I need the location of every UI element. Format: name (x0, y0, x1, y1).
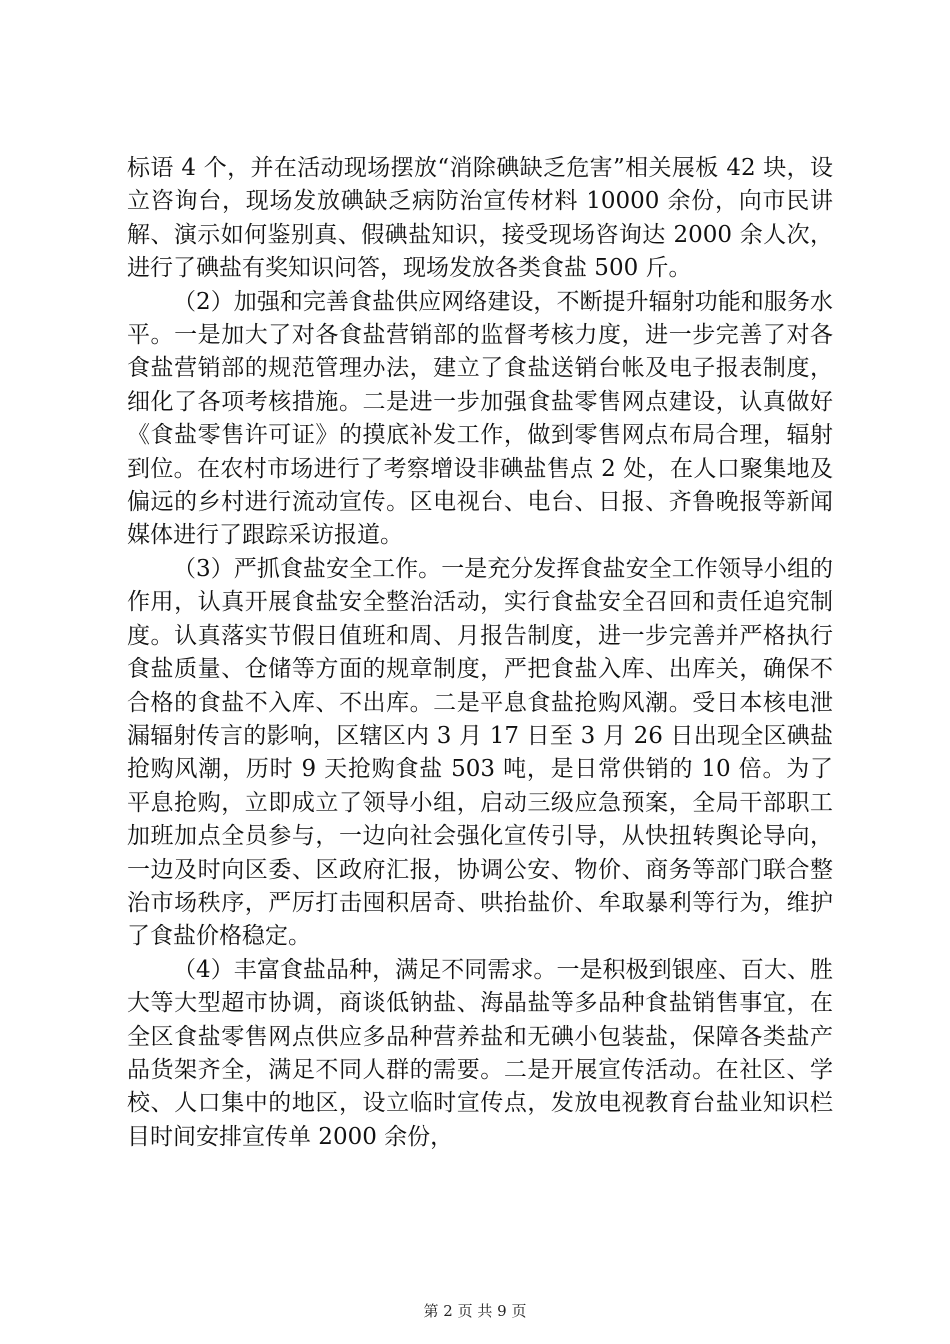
paragraph-1: 标语 4 个，并在活动现场摆放“消除碘缺乏危害”相关展板 42 块，设立咨询台，现场发放碘缺乏病防治宣传材料 10000 余份，向市民讲解、演示如何鉴别真、假碘盐知识，接受现场咨询达 2000 余人次，进行了碘盐有奖知识问答，现场发放各类食盐 500 斤。 (127, 155, 833, 282)
paragraph-3: （3）严抓食盐安全工作。一是充分发挥食盐安全工作领导小组的作用，认真开展食盐安全整治活动，实行食盐安全召回和责任追究制度。认真落实节假日值班和周、月报告制度，进一步完善并严格执行食盐质量、仓储等方面的规章制度，严把食盐入库、出库关，确保不合格的食盐不入库、不出库。二是平息食盐抢购风潮。受日本核电泄漏辐射传言的影响，区辖区内 3 月 17 日至 3 月 26 日出现全区碘盐抢购风潮，历时 9 天抢购食盐 503 吨，是日常供销的 10 倍。为了平息抢购，立即成立了领导小组，启动三级应急预案，全局干部职工加班加点全员参与，一边向社会强化宣传引导，从快扭转舆论导向，一边及时向区委、区政府汇报，协调公安、物价、商务等部门联合整治市场秩序，严厉打击囤积居奇、哄抬盐价、牟取暴利等行为，维护了食盐价格稳定。 (127, 555, 833, 950)
paragraph-2: （2）加强和完善食盐供应网络建设，不断提升辐射功能和服务水平。一是加大了对各食盐营销部的监督考核力度，进一步完善了对各食盐营销部的规范管理办法，建立了食盐送销台帐及电子报表制度，细化了各项考核措施。二是进一步加强食盐零售网点建设，认真做好《食盐零售许可证》的摸底补发工作，做到零售网点布局合理，辐射到位。在农村市场进行了考察增设非碘盐售点 2 处，在人口聚集地及偏远的乡村进行流动宣传。区电视台、电台、日报、齐鲁晚报等新闻媒体进行了跟踪采访报道。 (127, 288, 833, 549)
page-number-footer: 第 2 页 共 9 页 (423, 1302, 527, 1320)
paragraph-4: （4）丰富食盐品种，满足不同需求。一是积极到银座、百大、胜大等大型超市协调，商谈低钠盐、海晶盐等多品种食盐销售事宜，在全区食盐零售网点供应多品种营养盐和无碘小包装盐，保障各类盐产品货架齐全，满足不同人群的需要。二是开展宣传活动。在社区、学校、人口集中的地区，设立临时宣传点，发放电视教育台盐业知识栏目时间安排宣传单 2000 余份， (127, 956, 833, 1150)
document-body (127, 152, 833, 1154)
